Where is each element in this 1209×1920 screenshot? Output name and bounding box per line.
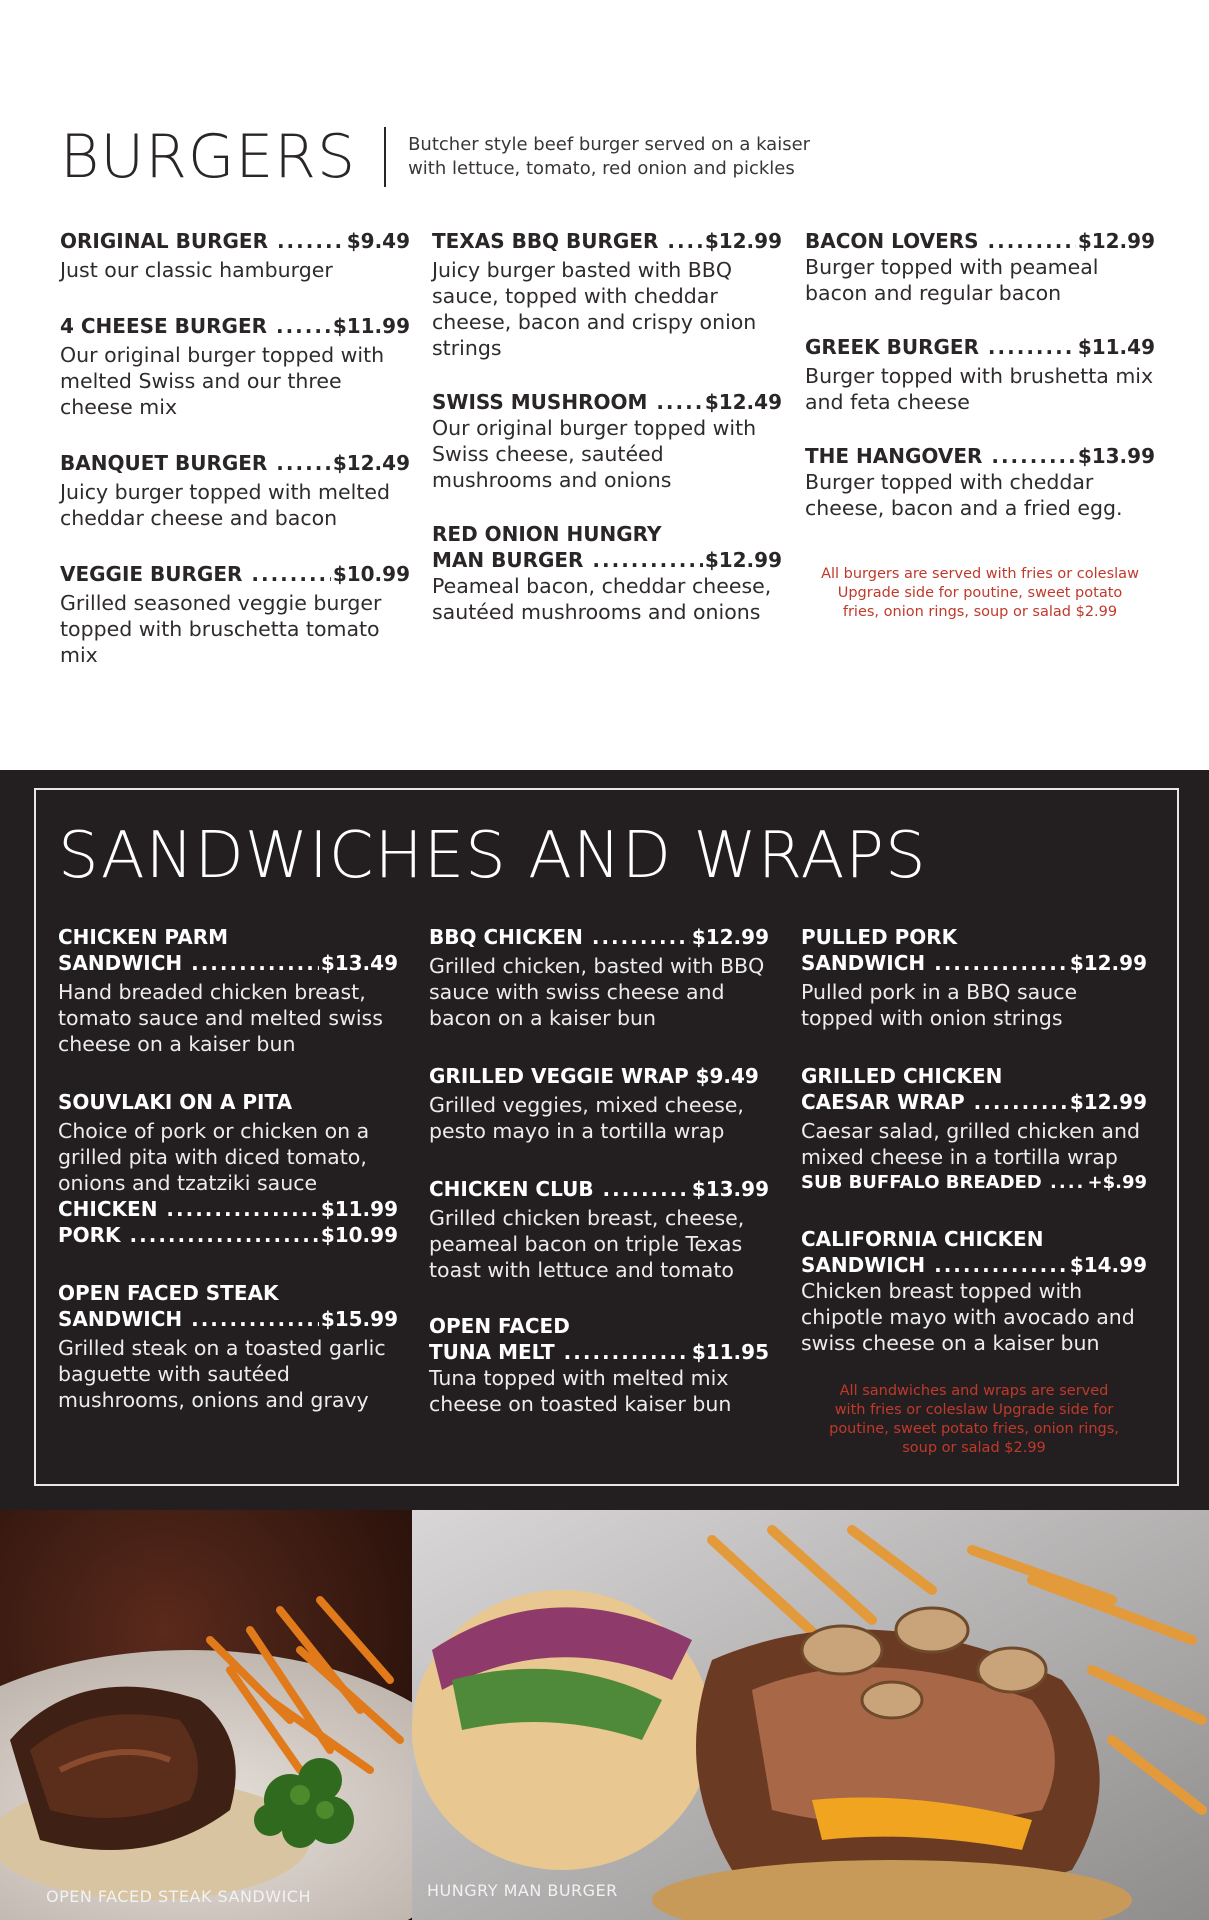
photos-section xyxy=(0,1510,1209,1920)
item-price: $10.99 xyxy=(332,562,410,586)
item-name: CHICKEN CLUB ..... xyxy=(429,1176,690,1202)
item-name: BBQ CHICKEN ..... xyxy=(429,924,690,950)
item-name: THE HANGOVER ..... xyxy=(805,443,1076,469)
burgers-note: All burgers are served with fries or coleslaw Upgrade side for poutine, sweet potato fries, onion rings, soup or salad $2.99 xyxy=(821,566,1139,620)
menu-item-souvlaki-on-a-pita xyxy=(58,1089,398,1248)
item-name-line1: PULLED PORK xyxy=(801,925,958,949)
item-description: Peameal bacon, cheddar cheese, sautéed mushrooms and onions xyxy=(432,574,772,624)
sandwiches-column-3 xyxy=(801,924,1147,1458)
menu-item-bacon-lovers xyxy=(805,228,1155,306)
item-description: Just our classic hamburger xyxy=(60,258,333,282)
item-name: ORIGINAL BURGER ..... xyxy=(60,228,345,254)
item-description: Grilled seasoned veggie burger topped with bruschetta tomato mix xyxy=(60,591,382,667)
item-name-line1: OPEN FACED xyxy=(429,1314,570,1338)
option-price: $10.99 xyxy=(320,1223,398,1247)
burgers-header xyxy=(60,122,848,192)
menu-item-chicken-parm-sandwich xyxy=(58,924,398,1057)
item-description: Juicy burger topped with melted cheddar cheese and bacon xyxy=(60,480,390,530)
item-name: VEGGIE BURGER ..... xyxy=(60,561,331,587)
burger-image xyxy=(412,1510,1209,1920)
item-name: SANDWICH ..... xyxy=(801,950,1068,976)
menu-item-open-faced-steak-sandwich xyxy=(58,1280,398,1413)
extra-price: +$.99 xyxy=(1087,1172,1147,1193)
item-price: $13.99 xyxy=(1077,444,1155,468)
menu-item-original-burger xyxy=(60,228,410,283)
menu-item-red-onion-hungry-man-burger xyxy=(432,521,782,625)
burgers-title: BURGERS xyxy=(60,122,357,192)
menu-item-veggie-burger xyxy=(60,561,410,668)
sandwiches-title: SANDWICHES AND WRAPS xyxy=(58,819,927,893)
menu-item-bbq-chicken xyxy=(429,924,769,1031)
item-name: TEXAS BBQ BURGER ..... xyxy=(432,228,703,254)
item-price: $12.49 xyxy=(332,451,410,475)
option-name: CHICKEN ..... xyxy=(58,1196,319,1222)
item-price: $12.99 xyxy=(704,548,782,572)
item-name: CAESAR WRAP ..... xyxy=(801,1089,1068,1115)
item-name: 4 CHEESE BURGER ..... xyxy=(60,313,331,339)
burgers-column-2 xyxy=(432,228,782,655)
item-name: TUNA MELT ..... xyxy=(429,1339,690,1365)
sandwiches-section xyxy=(0,770,1209,1510)
item-price: $13.99 xyxy=(691,1177,769,1201)
item-name-line1: CALIFORNIA CHICKEN xyxy=(801,1227,1044,1251)
burger-photo xyxy=(412,1510,1209,1920)
item-price: $12.99 xyxy=(691,925,769,949)
photo-caption-right: HUNGRY MAN BURGER xyxy=(427,1881,618,1900)
item-description: Grilled veggies, mixed cheese, pesto mayo in a tortilla wrap xyxy=(429,1093,744,1143)
menu-item-pulled-pork-sandwich xyxy=(801,924,1147,1031)
item-description: Pulled pork in a BBQ sauce topped with onion strings xyxy=(801,980,1078,1030)
burgers-section xyxy=(0,0,1209,770)
item-price: $12.99 xyxy=(1077,229,1155,253)
option-name: PORK ..... xyxy=(58,1222,319,1248)
menu-item-california-chicken-sandwich xyxy=(801,1226,1147,1356)
item-name-line1: GRILLED CHICKEN xyxy=(801,1064,1003,1088)
item-price: $12.99 xyxy=(1069,1090,1147,1114)
item-price: $9.49 xyxy=(695,1064,759,1088)
item-name: GREEK BURGER ..... xyxy=(805,334,1076,360)
item-description: Juicy burger basted with BBQ sauce, topped with cheddar cheese, bacon and crispy onion strings xyxy=(432,258,757,360)
menu-item-grilled-chicken-caesar-wrap xyxy=(801,1063,1147,1196)
item-name: SANDWICH ..... xyxy=(58,950,319,976)
menu-item-4-cheese-burger xyxy=(60,313,410,420)
item-name-line1: OPEN FACED STEAK xyxy=(58,1281,279,1305)
sandwiches-column-1 xyxy=(58,924,398,1443)
menu-item-texas-bbq-burger xyxy=(432,228,782,361)
item-price: $12.49 xyxy=(704,390,782,414)
item-name: SANDWICH ..... xyxy=(58,1306,319,1332)
item-name: SWISS MUSHROOM ..... xyxy=(432,389,703,415)
item-name: BANQUET BURGER ..... xyxy=(60,450,331,476)
item-description: Grilled chicken breast, cheese, peameal bacon on triple Texas toast with lettuce and tomato xyxy=(429,1206,745,1282)
item-description: Burger topped with peameal bacon and regular bacon xyxy=(805,255,1099,305)
sandwiches-column-2 xyxy=(429,924,769,1447)
photo-caption-left: OPEN FACED STEAK SANDWICH xyxy=(46,1887,311,1906)
item-description: Choice of pork or chicken on a grilled pita with diced tomato, onions and tzatziki sauce xyxy=(58,1119,370,1195)
item-price: $9.49 xyxy=(346,229,410,253)
item-description: Grilled steak on a toasted garlic baguette with sautéed mushrooms, onions and gravy xyxy=(58,1336,386,1412)
item-description: Our original burger topped with Swiss cheese, sautéed mushrooms and onions xyxy=(432,416,757,492)
item-description: Our original burger topped with melted Swiss and our three cheese mix xyxy=(60,343,385,419)
burgers-column-1 xyxy=(60,228,410,698)
menu-item-swiss-mushroom xyxy=(432,389,782,493)
menu-item-grilled-veggie-wrap xyxy=(429,1063,769,1144)
menu-item-open-faced-tuna-melt xyxy=(429,1313,769,1417)
menu-item-the-hangover xyxy=(805,443,1155,521)
menu-item-banquet-burger xyxy=(60,450,410,531)
item-description: Caesar salad, grilled chicken and mixed cheese in a tortilla wrap xyxy=(801,1119,1140,1169)
item-name-line1: RED ONION HUNGRY xyxy=(432,522,662,546)
item-name-line1: CHICKEN PARM xyxy=(58,925,228,949)
item-description: Tuna topped with melted mix cheese on toasted kaiser bun xyxy=(429,1366,732,1416)
item-description: Grilled chicken, basted with BBQ sauce with swiss cheese and bacon on a kaiser bun xyxy=(429,954,765,1030)
item-description: Hand breaded chicken breast, tomato sauce and melted swiss cheese on a kaiser bun xyxy=(58,980,383,1056)
item-price: $12.99 xyxy=(1069,951,1147,975)
item-name: GRILLED VEGGIE WRAP xyxy=(429,1064,689,1088)
burgers-description: Butcher style beef burger served on a kaiser with lettuce, tomato, red onion and pickles xyxy=(408,134,811,179)
item-price: $11.95 xyxy=(691,1340,769,1364)
header-divider xyxy=(384,127,386,187)
item-description: Burger topped with brushetta mix and feta cheese xyxy=(805,364,1154,414)
option-price: $11.99 xyxy=(320,1197,398,1221)
steak-sandwich-photo xyxy=(0,1510,412,1920)
extra-name: SUB BUFFALO BREADED ..... xyxy=(801,1170,1086,1196)
item-price: $12.99 xyxy=(704,229,782,253)
item-price: $11.49 xyxy=(1077,335,1155,359)
menu-item-chicken-club xyxy=(429,1176,769,1283)
item-description: Burger topped with cheddar cheese, bacon and a fried egg. xyxy=(805,470,1123,520)
item-name: SOUVLAKI ON A PITA xyxy=(58,1090,293,1114)
item-description: Chicken breast topped with chipotle mayo with avocado and swiss cheese on a kaiser bun xyxy=(801,1279,1135,1355)
item-name: MAN BURGER ..... xyxy=(432,547,703,573)
item-price: $11.99 xyxy=(332,314,410,338)
steak-sandwich-image xyxy=(0,1510,412,1920)
item-name: SANDWICH ..... xyxy=(801,1252,1068,1278)
item-price: $15.99 xyxy=(320,1307,398,1331)
sandwiches-note: All sandwiches and wraps are served with fries or coleslaw Upgrade side for poutine, sweet potato fries, onion rings, soup or salad $2.99 xyxy=(829,1383,1119,1456)
burgers-column-3 xyxy=(805,228,1155,622)
menu-item-greek-burger xyxy=(805,334,1155,415)
item-price: $14.99 xyxy=(1069,1253,1147,1277)
item-name: BACON LOVERS ..... xyxy=(805,228,1076,254)
item-price: $13.49 xyxy=(320,951,398,975)
